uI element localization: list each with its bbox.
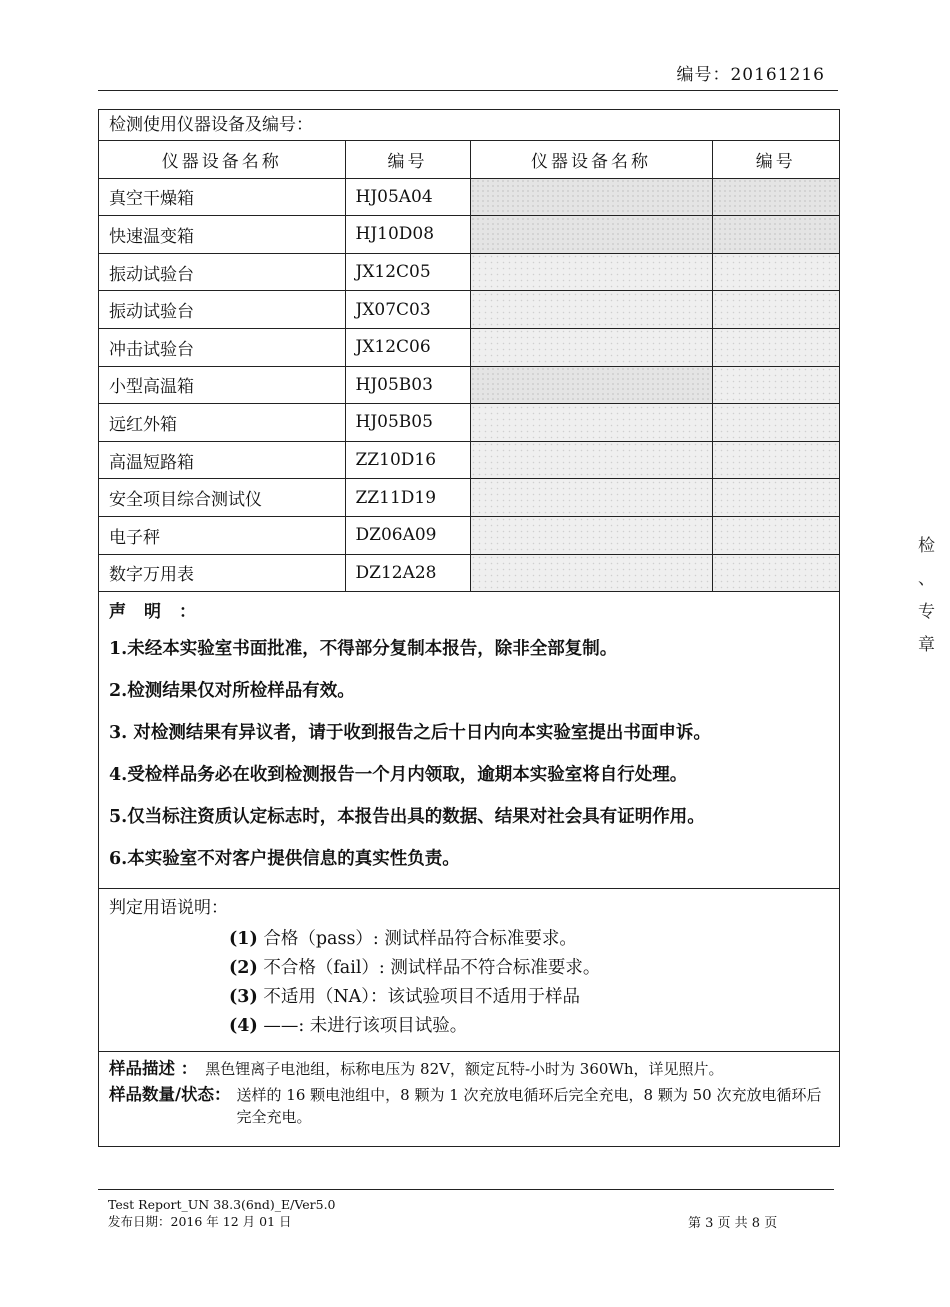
redacted-cell xyxy=(470,328,712,366)
equipment-name: 远红外箱 xyxy=(99,404,345,442)
term-text: ——: 未进行该项目试验。 xyxy=(263,1016,468,1037)
equipment-id: JX12C06 xyxy=(345,328,470,366)
redacted-cell xyxy=(470,554,712,592)
sample-description-text: 黑色锂离子电池组，标称电压为 82V，额定瓦特-小时为 360Wh，详见照片。 xyxy=(205,1060,724,1079)
table-row xyxy=(99,178,839,216)
table-row xyxy=(99,366,839,404)
equipment-header-row xyxy=(99,141,839,178)
equipment-section-title: 检测使用仪器设备及编号： xyxy=(99,110,839,141)
sample-quantity-row xyxy=(109,1084,829,1128)
stamp-char: 专 xyxy=(918,602,935,622)
declaration-item: 6.本实验室不对客户提供信息的真实性负责。 xyxy=(109,849,460,870)
declaration-item: 2.检测结果仅对所检样品有效。 xyxy=(109,681,355,702)
header-rule xyxy=(98,90,838,91)
term-text: 合格（pass）: 测试样品符合标准要求。 xyxy=(263,929,577,950)
redacted-cell xyxy=(712,178,839,216)
col-header-name: 仪器设备名称 xyxy=(99,141,345,178)
declaration-section xyxy=(99,592,839,889)
report-body xyxy=(98,109,840,1147)
terms-title: 判定用语说明： xyxy=(109,898,228,919)
table-row xyxy=(99,554,839,592)
form-id: Test Report_UN 38.3(6nd)_E/Ver5.0 xyxy=(108,1197,336,1212)
redacted-cell xyxy=(712,404,839,442)
term-number: (2) xyxy=(229,958,258,979)
footer-rule xyxy=(98,1189,834,1190)
redacted-cell xyxy=(470,253,712,291)
equipment-id: JX07C03 xyxy=(345,291,470,329)
redacted-cell xyxy=(470,441,712,479)
terms-section xyxy=(99,889,839,1052)
term-item xyxy=(99,1012,839,1041)
redacted-cell xyxy=(712,253,839,291)
col-header-id: 编号 xyxy=(345,141,470,178)
sample-description-label: 样品描述 ： xyxy=(109,1059,198,1079)
equipment-name: 振动试验台 xyxy=(99,253,345,291)
term-text: 不合格（fail）: 测试样品不符合标准要求。 xyxy=(263,958,601,979)
declaration-item: 3. 对检测结果有异议者，请于收到报告之后十日内向本实验室提出书面申诉。 xyxy=(109,723,711,744)
table-row xyxy=(99,291,839,329)
redacted-cell xyxy=(712,291,839,329)
table-row xyxy=(99,253,839,291)
equipment-id: ZZ10D16 xyxy=(345,441,470,479)
table-row xyxy=(99,328,839,366)
sample-quantity-label: 样品数量/状态： xyxy=(109,1085,231,1105)
redacted-cell xyxy=(470,479,712,517)
redacted-cell xyxy=(712,328,839,366)
redacted-cell xyxy=(712,441,839,479)
term-number: (4) xyxy=(229,1016,258,1037)
footer-left xyxy=(108,1196,336,1230)
equipment-id: DZ12A28 xyxy=(345,554,470,592)
sample-section xyxy=(99,1052,839,1146)
redacted-cell xyxy=(712,216,839,254)
table-row xyxy=(99,516,839,554)
equipment-name: 安全项目综合测试仪 xyxy=(99,479,345,517)
term-item xyxy=(99,954,839,983)
equipment-name: 电子秤 xyxy=(99,516,345,554)
sample-quantity-text: 送样的 16 颗电池组中，8 颗为 1 次充放电循环后完全充电，8 颗为 50 次充放电循环后完全充电。 xyxy=(236,1086,822,1127)
stamp-char: 、 xyxy=(918,569,935,589)
seal-stamp-fragment xyxy=(918,530,940,662)
equipment-name: 振动试验台 xyxy=(99,291,345,329)
term-item xyxy=(99,925,839,954)
redacted-cell xyxy=(712,479,839,517)
equipment-name: 冲击试验台 xyxy=(99,328,345,366)
col-header-name-2: 仪器设备名称 xyxy=(470,141,712,178)
redacted-cell xyxy=(712,554,839,592)
table-row xyxy=(99,441,839,479)
redacted-cell xyxy=(470,404,712,442)
redacted-cell xyxy=(470,291,712,329)
redacted-cell xyxy=(470,216,712,254)
table-row xyxy=(99,216,839,254)
redacted-cell xyxy=(470,178,712,216)
equipment-id: HJ05B05 xyxy=(345,404,470,442)
sample-description-row xyxy=(109,1058,829,1080)
term-text: 不适用（NA）：该试验项目不适用于样品 xyxy=(263,987,581,1008)
term-number: (3) xyxy=(229,987,258,1008)
equipment-id: HJ05A04 xyxy=(345,178,470,216)
declaration-item: 4.受检样品务必在收到检测报告一个月内领取，逾期本实验室将自行处理。 xyxy=(109,765,688,786)
equipment-name: 高温短路箱 xyxy=(99,441,345,479)
col-header-id-2: 编号 xyxy=(712,141,839,178)
equipment-id: DZ06A09 xyxy=(345,516,470,554)
report-number: 编号：20161216 xyxy=(676,65,825,85)
issue-date: 发布日期：2016 年 12 月 01 日 xyxy=(108,1214,292,1229)
stamp-char: 检 xyxy=(918,536,935,556)
equipment-name: 真空干燥箱 xyxy=(99,178,345,216)
declaration-item: 5.仅当标注资质认定标志时，本报告出具的数据、结果对社会具有证明作用。 xyxy=(109,807,705,828)
declaration-title: 声明： xyxy=(109,602,214,623)
redacted-cell xyxy=(470,516,712,554)
term-item xyxy=(99,983,839,1012)
stamp-char: 章 xyxy=(918,635,935,655)
equipment-id: HJ10D08 xyxy=(345,216,470,254)
page-number: 第 3 页 共 8 页 xyxy=(688,1216,778,1231)
equipment-id: ZZ11D19 xyxy=(345,479,470,517)
equipment-name: 快速温变箱 xyxy=(99,216,345,254)
equipment-name: 数字万用表 xyxy=(99,554,345,592)
term-number: (1) xyxy=(229,929,258,950)
declaration-item: 1.未经本实验室书面批准，不得部分复制本报告，除非全部复制。 xyxy=(109,639,618,660)
equipment-table xyxy=(99,141,839,592)
redacted-cell xyxy=(470,366,712,404)
table-row xyxy=(99,404,839,442)
equipment-id: HJ05B03 xyxy=(345,366,470,404)
equipment-id: JX12C05 xyxy=(345,253,470,291)
redacted-cell xyxy=(712,366,839,404)
table-row xyxy=(99,479,839,517)
redacted-cell xyxy=(712,516,839,554)
equipment-name: 小型高温箱 xyxy=(99,366,345,404)
